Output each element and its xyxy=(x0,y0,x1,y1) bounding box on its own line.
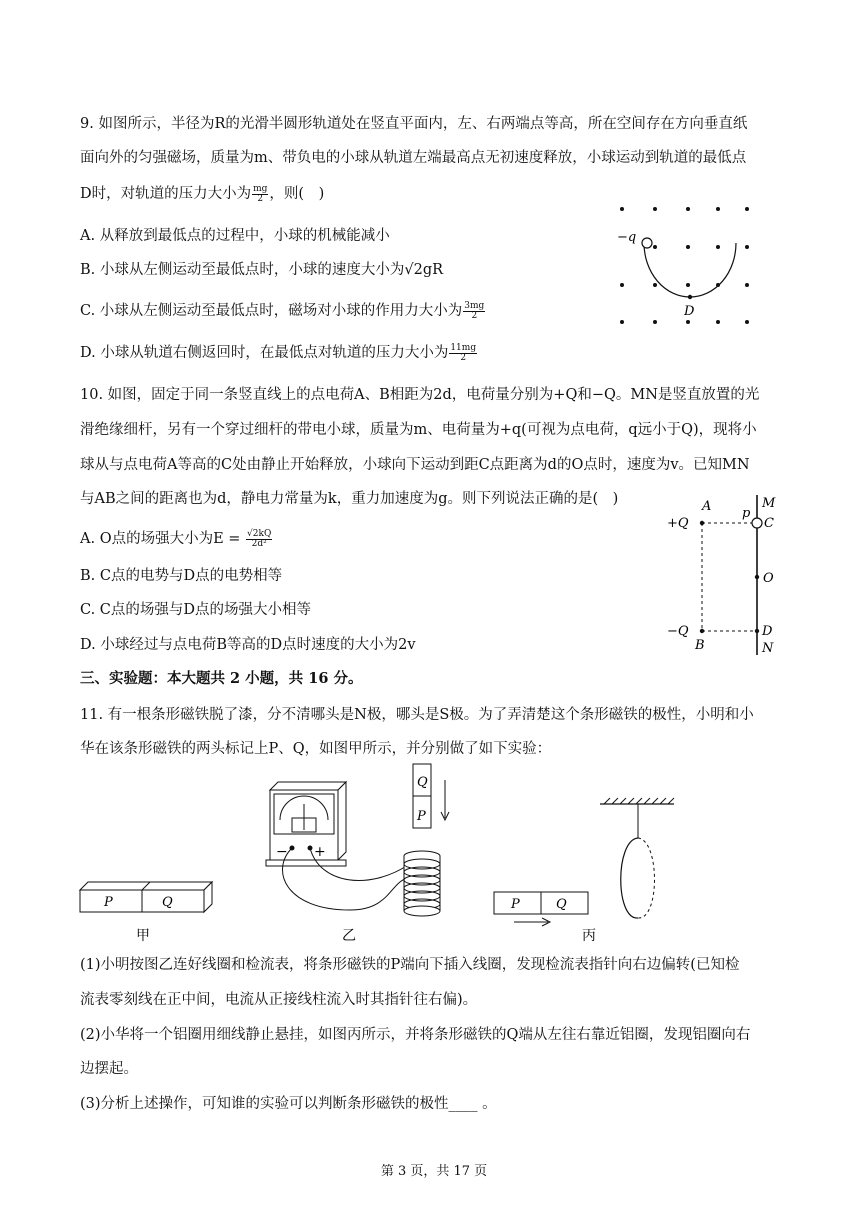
q10-option-c: C. C点的场强与D点的场强大小相等 xyxy=(80,602,312,618)
label-d: D xyxy=(762,624,773,639)
q11-step-2b: 边摆起。 xyxy=(80,1061,138,1077)
q9-c-fraction xyxy=(463,302,485,321)
q9-d-fraction xyxy=(449,344,477,363)
ball-at-c xyxy=(752,518,762,528)
q9-line-1: 9. 如图所示，半径为R的光滑半圆形轨道处在竖直平面内，左、右两端点等高，所在空间存在方向垂直纸 xyxy=(80,116,748,132)
lowest-point-d xyxy=(688,295,692,299)
label-b: B xyxy=(695,638,705,653)
yi-p-label: P xyxy=(417,809,426,824)
figure-yi-vertical-magnet xyxy=(413,764,449,828)
figure-yi-coil xyxy=(404,851,440,916)
yi-minus-terminal: − xyxy=(276,844,288,860)
q11-step-1b: 流表零刻线在正中间，电流从正接线柱流入时其指针往右偏)。 xyxy=(80,992,478,1008)
q9-line-2: 面向外的匀强磁场，质量为m、带负电的小球从轨道左端最高点无初速度释放，小球运动到轨道的最低点 xyxy=(80,150,747,166)
label-minus-q: −Q xyxy=(667,624,689,639)
yi-caption: 乙 xyxy=(342,928,356,944)
page-footer: 第 3 页，共 17 页 xyxy=(380,1164,488,1179)
q11-step-3: (3)分析上述操作，可知谁的实验可以判断条形磁铁的极性____ 。 xyxy=(80,1096,497,1112)
q9-c-den: 2 xyxy=(471,310,478,321)
q9-option-d-text: D. 小球从轨道右侧返回时，在最低点对轨道的压力大小为 xyxy=(80,345,449,361)
q9-d-num: 11mg xyxy=(450,342,477,353)
jia-caption: 甲 xyxy=(136,928,150,944)
q9-option-d xyxy=(80,343,478,363)
q10-option-a xyxy=(80,529,273,549)
label-plus-q: +Q xyxy=(667,516,689,531)
charge-label: −q xyxy=(617,230,637,245)
bing-caption: 丙 xyxy=(582,928,596,944)
q9-option-c xyxy=(80,301,486,321)
q10-a-num: √2kQ xyxy=(247,528,272,539)
q9-line-3-text: D时，对轨道的压力大小为 xyxy=(80,186,252,202)
label-o: O xyxy=(763,571,774,586)
charge-a xyxy=(700,521,704,525)
q9-line-3 xyxy=(80,184,324,204)
point-d-label: D xyxy=(684,304,695,319)
q9-option-a: A. 从释放到最低点的过程中，小球的机械能减小 xyxy=(80,228,390,244)
label-a: A xyxy=(702,499,712,514)
label-p: p xyxy=(742,506,751,521)
figure-yi-galvanometer xyxy=(266,782,408,910)
q10-option-b: B. C点的电势与D点的电势相等 xyxy=(80,568,283,584)
label-m: M xyxy=(762,496,776,511)
label-n: N xyxy=(762,641,774,656)
q9-option-b: B. 小球从左侧运动至最低点时，小球的速度大小为√2gR xyxy=(80,262,444,278)
bing-p-label: P xyxy=(511,897,520,912)
q9-d-den: 2 xyxy=(460,352,467,363)
q9-figure xyxy=(600,195,760,335)
q10-line-2: 滑绝缘细杆，另有一个穿过细杆的带电小球，质量为m、电荷量为+q(可视为点电荷，q远小于Q)，现将小 xyxy=(80,422,757,438)
q9-fraction xyxy=(252,185,268,204)
point-o xyxy=(755,575,759,579)
q9-frac-num: mg xyxy=(253,183,268,194)
q10-line-1: 10. 如图，固定于同一条竖直线上的点电荷A、B相距为2d，电荷量分别为+Q和−Q。MN是竖直放置的光 xyxy=(80,387,760,403)
figure-bing-ring xyxy=(600,798,674,918)
point-d xyxy=(755,629,759,633)
q11-figures xyxy=(70,760,710,945)
q10-line-4: 与AB之间的距离也为d，静电力常量为k，重力加速度为g。则下列说法正确的是( ) xyxy=(80,491,619,507)
q10-a-den: 2d² xyxy=(251,538,267,549)
q11-step-1a: (1)小明按图乙连好线圈和检流表，将条形磁铁的P端向下插入线圈，发现检流表指针向右边偏转(已知检 xyxy=(80,957,740,973)
label-c: C xyxy=(764,516,774,531)
q10-figure xyxy=(665,495,785,660)
jia-q-label: Q xyxy=(162,895,173,910)
q10-option-d: D. 小球经过与点电荷B等高的D点时速度的大小为2v xyxy=(80,637,416,653)
q11-line-2: 华在该条形磁铁的两头标记上P、Q，如图甲所示，并分别做了如下实验： xyxy=(80,741,552,757)
q9-option-c-text: C. 小球从左侧运动至最低点时，磁场对小球的作用力大小为 xyxy=(80,303,463,319)
q10-option-a-text: A. O点的场强大小为E = xyxy=(80,531,241,547)
q9-c-num: 3mg xyxy=(464,300,485,311)
semicircle-track xyxy=(644,243,736,297)
charge-b xyxy=(700,629,704,633)
q11-line-1: 11. 有一根条形磁铁脱了漆，分不清哪头是N极，哪头是S极。为了弄清楚这个条形磁铁的极性，小明和小 xyxy=(80,707,754,723)
q9-frac-den: 2 xyxy=(257,193,264,204)
section-heading: 三、实验题：本大题共 2 小题，共 16 分。 xyxy=(80,670,363,687)
bing-q-label: Q xyxy=(556,897,567,912)
figure-bing-magnet xyxy=(494,892,588,926)
q11-step-2a: (2)小华将一个铝圈用细线静止悬挂，如图丙所示，并将条形磁铁的Q端从左往右靠近铝圈，发现铝圈向右 xyxy=(80,1027,751,1043)
yi-plus-terminal: + xyxy=(314,844,326,860)
jia-p-label: P xyxy=(104,895,113,910)
q9-line-3-end: ，则( ) xyxy=(269,186,325,202)
q10-a-fraction xyxy=(246,530,272,549)
q10-line-3: 球从与点电荷A等高的C处由静止开始释放，小球向下运动到距C点距离为d的O点时，速度为v。已知MN xyxy=(80,457,750,473)
yi-q-label: Q xyxy=(417,775,428,790)
charged-ball xyxy=(642,238,652,248)
figure-jia-magnet xyxy=(80,882,212,912)
